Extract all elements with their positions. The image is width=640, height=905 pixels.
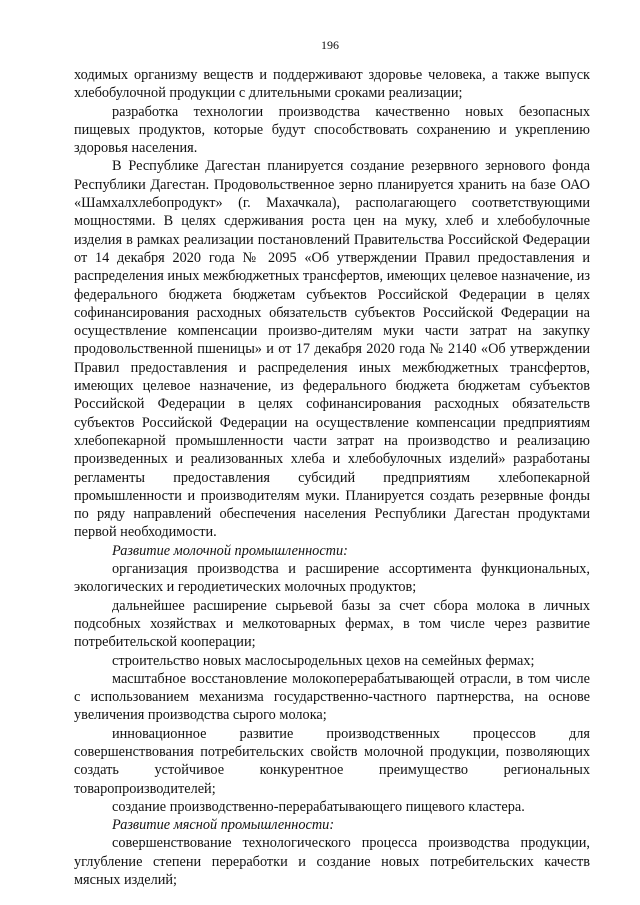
list-item: дальнейшее расширение сырьевой базы за счет сбора молока в личных подсобных хозяйствах и мелкотоварных фермах, в том числе через развитие потребительской кооперации; bbox=[74, 597, 590, 651]
section-heading: Развитие мясной промышленности: bbox=[112, 817, 335, 834]
section-heading: Развитие молочной промышленности: bbox=[112, 542, 348, 559]
document-body bbox=[74, 66, 590, 889]
list-item: организация производства и расширение ассортимента функциональных, экологических и геродиетических молочных продуктов; bbox=[74, 561, 590, 596]
list-item: масштабное восстановление молокоперерабатывающей отрасли, в том числе с использованием механизма государственно-частного партнерства, на основе увеличения производства сырого молока; bbox=[74, 670, 590, 724]
paragraph: разработка технологии производства качественно новых безопасных пищевых продуктов, которые будут способствовать сохранению и укреплению здоровья населения. bbox=[74, 103, 590, 157]
paragraph: В Республике Дагестан планируется создание резервного зернового фонда Республики Дагестан. Продовольственное зерно планируется хранить на базе ОАО «Шамхалхлебопродукт» (г. Махачкала), располагающего соответствующими мощностями. В целях сдерживания роста цен на муку, хлеб и хлебобулочные изделия в рамках реализации постановлений Правительства Российской Федерации от 14 декабря 2020 года № 2095 «Об утверждении Правил предоставления и распределения иных межбюджетных трансфертов, имеющих целевое назначение, из федерального бюджета бюджетам субъектов Российской Федерации в целях софинансирования расходных обязательств субъектов Российской Федерации на осуществление компенсации произво-дителям муки части затрат на закупку продовольственной пшеницы» и от 17 декабря 2020 года № 2140 «Об утверждении Правил предоставления и распределения иных межбюджетных трансфертов, имеющих целевое назначение, из федерального бюджета бюджетам субъектов Российской Федерации в целях софинансирования расходных обязательств субъектов Российской Федерации на осуществление компенсации предприятиям хлебопекарной промышленности части затрат на производство и реализацию произведенных и реализованных хлеба и хлебобулочных изделий» разработаны регламенты предоставления субсидий предприятиям хлебопекарной промышленности и производителям муки. Планируется создать резервные фонды по ряду направлений обеспечения населения Республики Дагестан продуктами первой необходимости. bbox=[74, 158, 590, 541]
page-number: 196 bbox=[321, 38, 339, 52]
list-item: инновационное развитие производственных процессов для совершенствования потребительских свойств молочной продукции, позволяющих создать устойчивое конкурентное преимущество региональных товаропроизводителей; bbox=[74, 725, 590, 797]
paragraph: ходимых организму веществ и поддерживают здоровье человека, а также выпуск хлебобулочной продукции с длительными сроками реализации; bbox=[74, 67, 590, 102]
list-item: строительство новых маслосыродельных цехов на семейных фермах; bbox=[112, 652, 535, 669]
list-item: создание производственно-перерабатывающего пищевого кластера. bbox=[112, 798, 525, 815]
list-item: совершенствование технологического процесса производства продукции, углубление степени переработки и создание новых потребительских качеств мясных изделий; bbox=[74, 835, 590, 889]
